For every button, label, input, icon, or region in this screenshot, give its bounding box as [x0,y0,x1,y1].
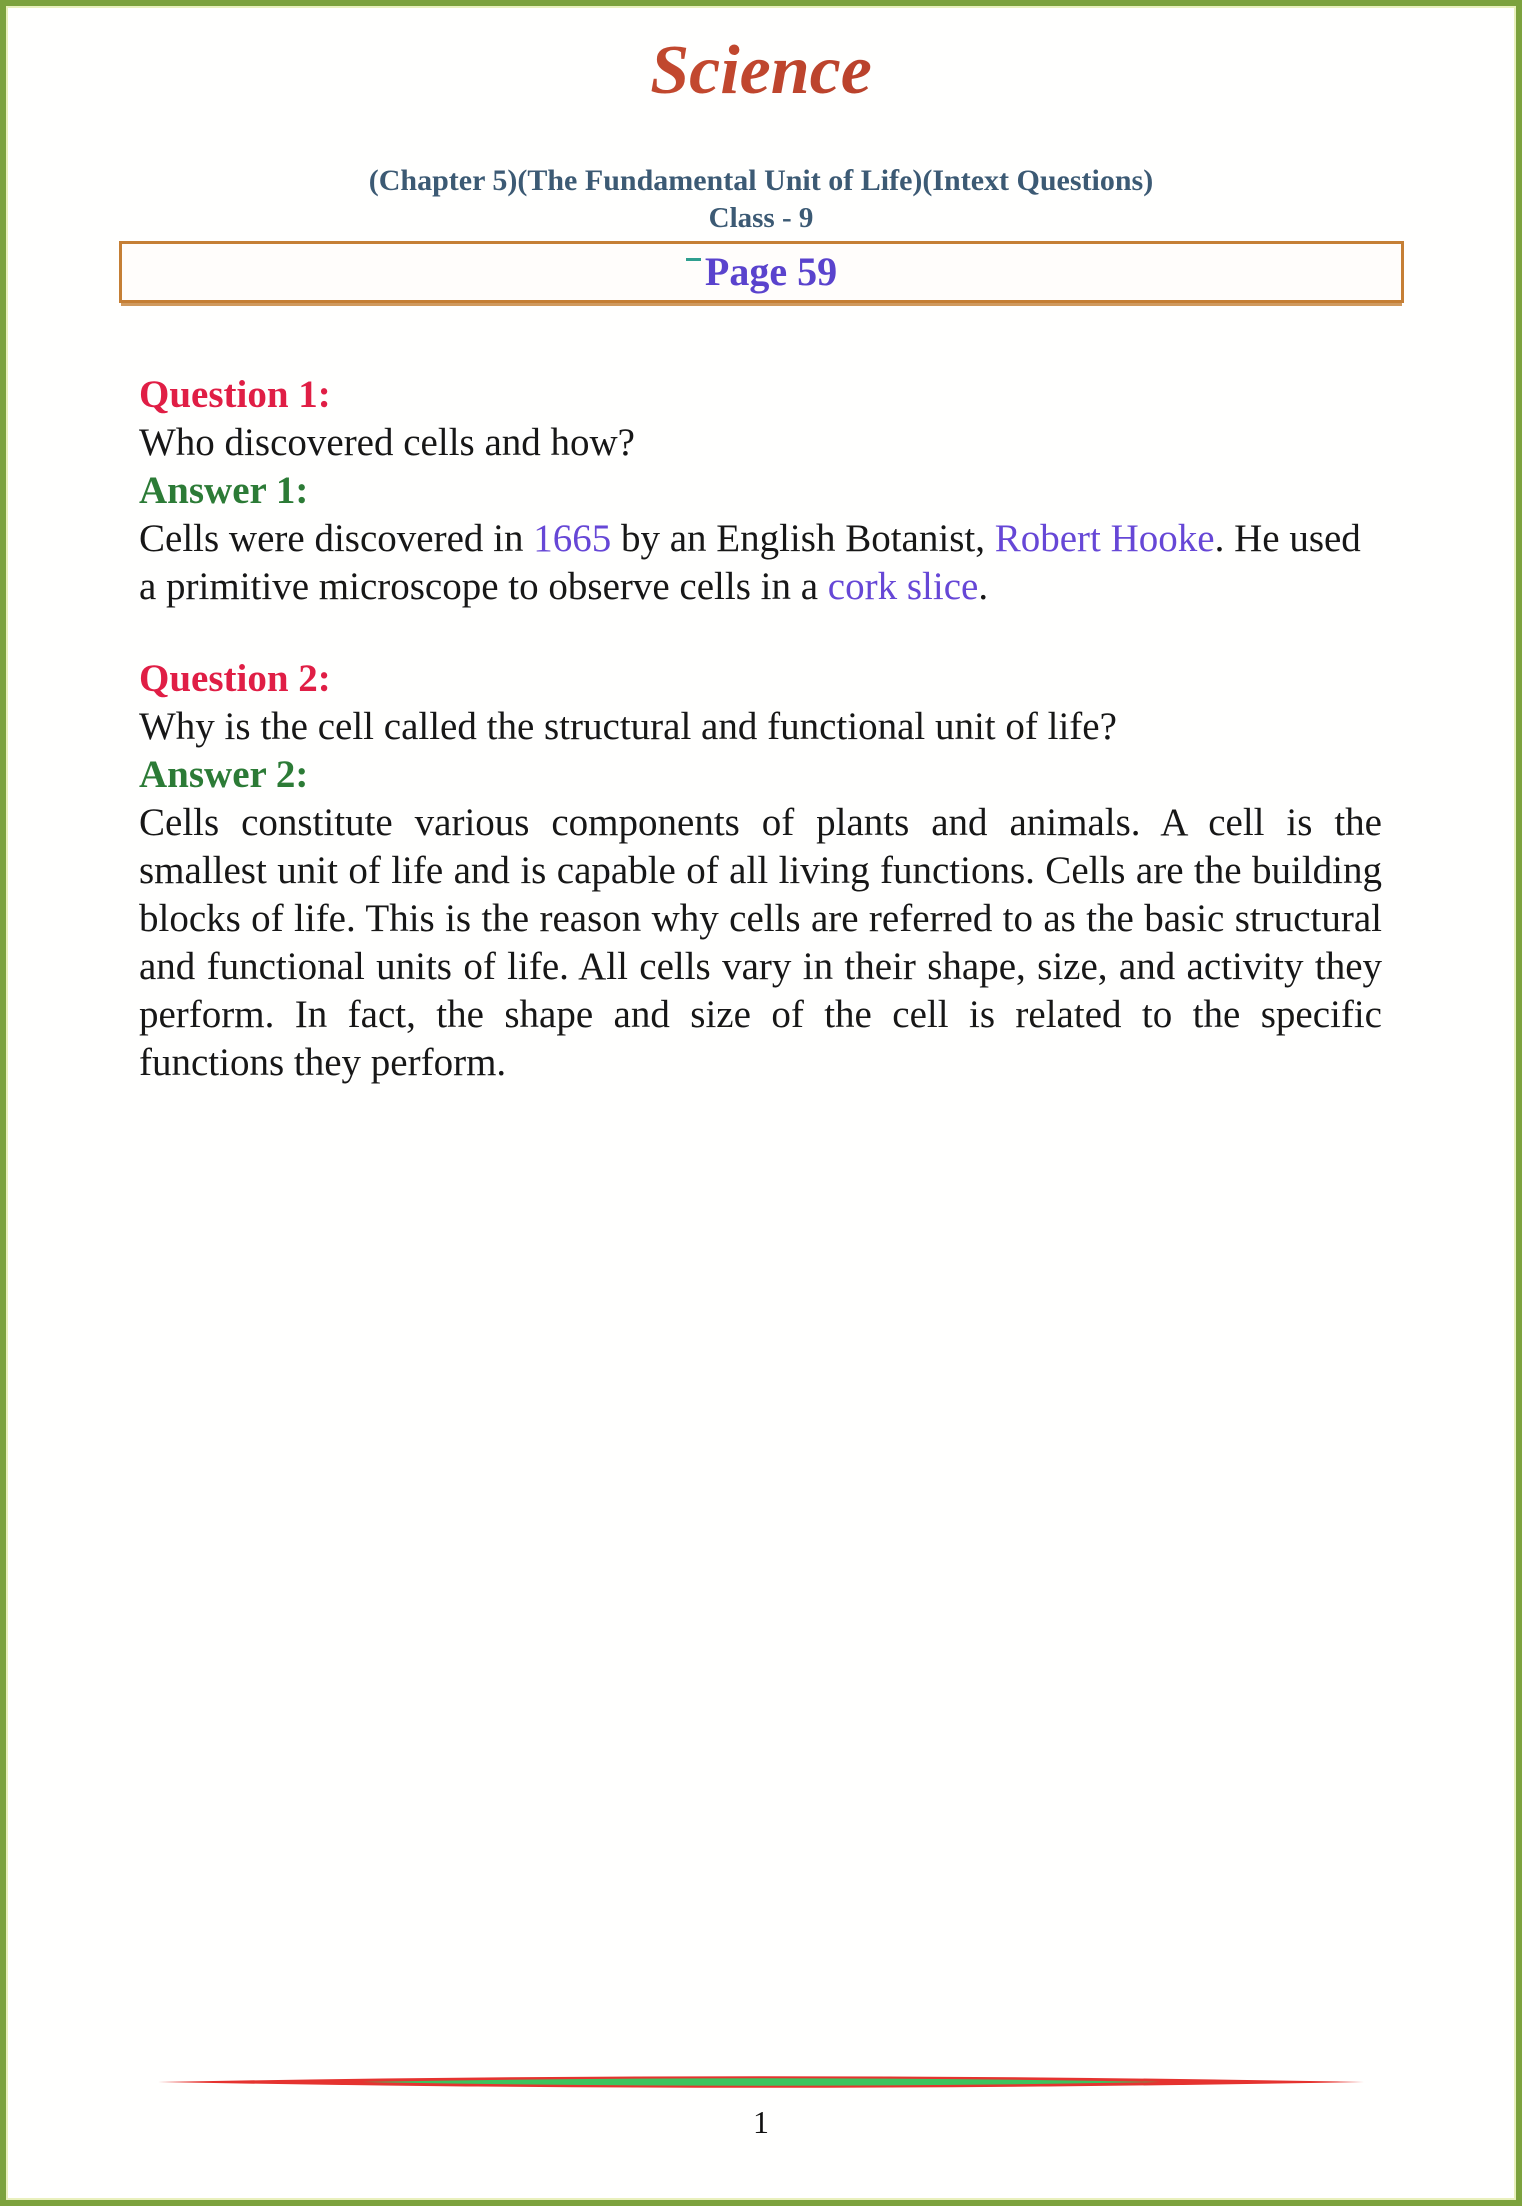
page-footer [6,2075,1516,2140]
answer-2-label: Answer 2: [139,752,309,796]
qa-content [139,371,1382,1087]
question-2-label: Question 2: [139,656,331,700]
question-1-text: Who discovered cells and how? [139,420,635,464]
tick-mark [686,258,701,261]
answer-1-label: Answer 1: [139,468,309,512]
answer-2-text: Cells constitute various components of plants and animals. A cell is the smallest unit of life and is capable of all living functions. Cells are the building blocks of life. This is the reason why cells are referred to as the basic structural and functional units of life. All cells vary in their shape, size, and activity they perform. In fact, the shape and size of the cell is related to the specific functions they perform. [139,800,1382,1084]
answer-1-segment: Cells were discovered in [139,516,534,560]
class-heading: Class - 9 [708,202,814,234]
chapter-heading: (Chapter 5)(The Fundamental Unit of Life)(Intext Questions) [368,164,1154,197]
page-title: Science [6,36,1516,106]
answer-1-segment: by an English Botanist, [611,516,995,560]
answer-1-segment: . [978,564,989,608]
link-1665[interactable]: 1665 [533,516,612,560]
question-2-text: Why is the cell called the structural and functional unit of life? [139,704,1117,748]
answer-1-segment: . He used a primitive microscope to observe cells in a [139,516,1361,608]
page-number-box [119,241,1404,303]
qa-block-1 [139,371,1382,611]
question-1-label: Question 1: [139,372,331,416]
qa-block-2 [139,655,1382,1087]
answer-1-text [139,515,1382,611]
page-label: Page 59 [704,248,838,294]
lens-divider-ornament [156,2075,1366,2089]
link-robert-hooke[interactable]: Robert Hooke [994,516,1215,560]
footer-page-number: 1 [753,2103,769,2140]
link-cork-slice[interactable]: cork slice [827,564,979,608]
